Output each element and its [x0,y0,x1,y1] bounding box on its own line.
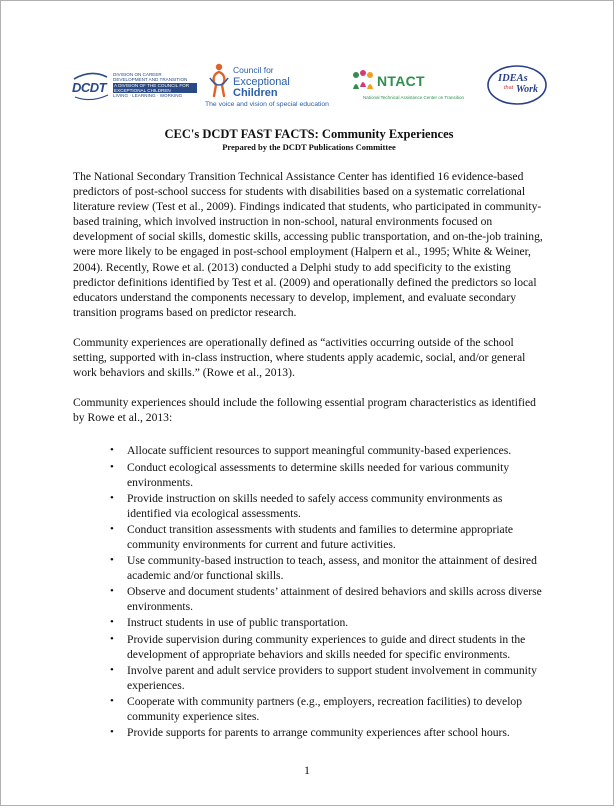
bullet-icon: • [110,444,114,457]
bullet-icon: • [110,460,114,473]
list-item: • Observe and document students’ attainment of desired behaviors and skills across diverse environments. [110,585,542,614]
page-number: 1 [304,763,310,777]
dcdt-line-2: DEVELOPMENT AND TRANSITION [113,77,188,82]
cec-figure-icon [208,62,230,98]
intro-paragraph: The National Secondary Transition Technical Assistance Center has identified 16 evidence-based predictors of post-school success for students with disabilities based on a systematic correlational literature review (Test et al., 2009). Findings indicated that students, who participated in community-based training, which involved instruction in non-school, natural environments focused on development of social skills, domestic skills, accessing public transportation, and on-the-job training, were more likely to be engaged in post-school employment (Halpern et al., 1995; White & Weiner, 2004). Recently, Rowe et al. (2013) conducted a Delphi study to add specificity to the existing predictor definitions identified by Test et al. (2009) and operationally defined the predictors so local educators understand the components necessary to develop, implement, and evaluate secondary transition programs based on predictor research. [73,170,543,319]
cec-name [233,65,290,100]
bullet-icon: • [110,522,114,535]
ideas-that-word: that [504,85,514,91]
bullet-icon: • [110,585,114,598]
ntact-subtitle: National Technical Assistance Center on Transition [363,95,464,100]
list-item: • Instruct students in use of public transportation. [110,616,349,630]
dcdt-mark-text: DCDT [72,80,107,95]
ntact-people-icon [351,69,375,95]
list-item: • Use community-based instruction to teach, assess, and monitor the attainment of desired academic and/or functional skills. [110,554,537,583]
ideas-work-word: Work [516,84,539,95]
list-item: • Involve parent and adult service providers to support student involvement in community experiences. [110,663,537,692]
bullet-icon: • [110,726,114,739]
list-item: • Cooperate with community partners (e.g., employers, recreation facilities) to develop community experience sites. [110,694,523,723]
bullet-icon: • [110,616,114,629]
list-item: • Conduct transition assessments with students and families to determine appropriate community environments for current and future activities. [110,522,514,551]
list-item: • Allocate sufficient resources to support meaningful community-based experiences. [110,444,512,458]
list-item: • Provide instruction on skills needed to safely access community environments as identified via ecological assessments. [110,491,503,520]
bullet-icon: • [110,491,114,504]
characteristics-intro-paragraph: Community experiences should include the following essential program characteristics as identified by Rowe et al., 2013: [73,396,536,425]
bullet-icon: • [110,632,114,645]
ntact-name: NTACT [377,73,425,89]
dcdt-mark [71,71,111,101]
cec-line-3: Children [233,87,278,99]
dcdt-tagline: LIVING · LEARNING · WORKING [113,93,183,98]
ideas-word: IDEAs [498,73,528,84]
page-title: CEC's DCDT FAST FACTS: Community Experiences [164,127,454,141]
list-item: • Conduct ecological assessments to determine skills needed for various community environments. [110,460,510,489]
dcdt-bar: A DIVISION OF THE COUNCIL FOR EXCEPTIONAL CHILDREN [113,83,197,93]
bullet-icon: • [110,663,114,676]
bullet-icon: • [110,694,114,707]
dcdt-text [113,72,197,98]
cec-logo [204,59,344,111]
list-item: • Provide supervision during community experiences to guide and direct students in the development of appropriate behaviors and skills needed for specific environments. [110,632,526,661]
characteristics-list [73,443,545,740]
document-content [73,127,545,741]
dcdt-logo [71,71,197,105]
logo-banner [1,59,613,119]
cec-line-1: Council for [233,65,274,75]
page-subtitle: Prepared by the DCDT Publications Committee [222,142,396,152]
bullet-icon: • [110,554,114,567]
ntact-logo [351,69,471,105]
definition-paragraph: Community experiences are operationally defined as “activities occurring outside of the school setting, supported with in-class instruction, where students apply academic, social, and/or general work behaviors and skills.” (Rowe et al., 2013). [73,335,526,380]
list-item: • Provide supports for parents to arrange community experiences after school hours. [110,726,510,740]
dcdt-line-1: DIVISION ON CAREER [113,72,162,77]
cec-tagline: The voice and vision of special education [205,101,329,108]
ideas-that-work-logo [485,63,549,107]
cec-line-2: Exceptional [233,75,290,88]
